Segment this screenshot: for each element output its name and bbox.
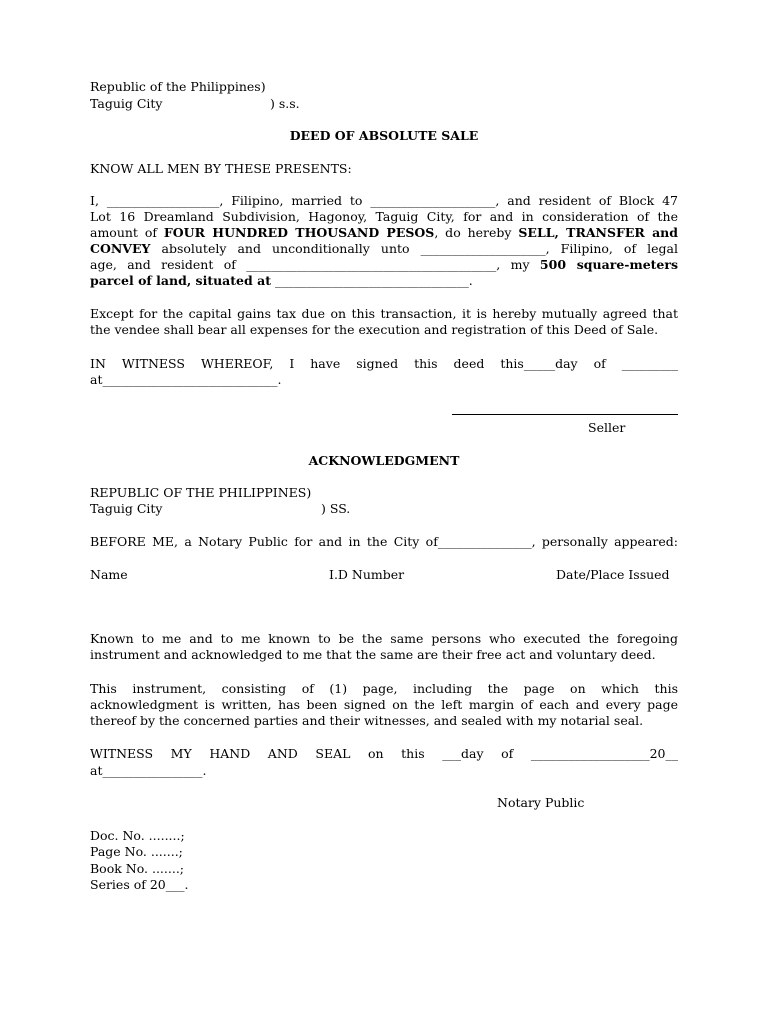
deed-parcel: parcel of land, situated at <box>90 273 271 288</box>
ack-title: ACKNOWLEDGMENT <box>308 453 460 468</box>
seller-signature-line <box>452 414 678 415</box>
deed-p1-line6 <box>90 273 678 289</box>
header-republic: Republic of the Philippines) <box>90 79 266 94</box>
deed-p2-line2: the vendee shall bear all expenses for the execution and registration of this Deed of Sale. <box>90 322 659 337</box>
series-of: Series of 20___. <box>90 877 189 892</box>
ack-p1-line1: Known to me and to me known to be the same persons who executed the foregoing <box>90 631 678 646</box>
ack-p2-line3: thereof by the concerned parties and their witnesses, and sealed with my notarial seal. <box>90 713 644 728</box>
deed-p1-line3-a: amount of <box>90 225 164 240</box>
deed-p2-line1: Except for the capital gains tax due on this transaction, it is hereby mutually agreed that <box>90 306 678 321</box>
deed-p1-line4-b: absolutely and unconditionally unto ____________________, Filipino, of legal <box>150 241 678 256</box>
ack-p2-line1: This instrument, consisting of (1) page, including the page on which this <box>90 681 678 696</box>
header-city: Taguig City <box>90 96 163 111</box>
deed-amount: FOUR HUNDRED THOUSAND PESOS <box>163 225 435 240</box>
notary-public-label: Notary Public <box>497 795 585 810</box>
deed-title: DEED OF ABSOLUTE SALE <box>289 128 479 143</box>
ack-city: Taguig City <box>90 501 163 516</box>
deed-p1-line3-c: , do hereby <box>434 225 519 240</box>
ack-p2-line2: acknowledgment is written, has been signed on the left margin of each and every page <box>90 697 678 712</box>
deed-p1-line5-a: age, and resident of ________________________________________, my <box>90 257 540 272</box>
deed-witness-line2: at____________________________. <box>90 372 282 387</box>
page-no: Page No. .......; <box>90 844 183 859</box>
col-id-number: I.D Number <box>329 567 405 582</box>
col-date-place: Date/Place Issued <box>556 567 670 582</box>
deed-p1-line2: Lot 16 Dreamland Subdivision, Hagonoy, Taguig City, for and in consideration of the <box>90 209 678 224</box>
deed-land-area: 500 square-meters <box>539 257 678 272</box>
ack-witness-line1: WITNESS MY HAND AND SEAL on this ___day of ___________________20__ <box>90 746 678 761</box>
know-all-men: KNOW ALL MEN BY THESE PRESENTS: <box>90 161 352 176</box>
col-name: Name <box>90 567 128 582</box>
header-ss: ) s.s. <box>270 96 300 111</box>
deed-witness-line1: IN WITNESS WHEREOF, I have signed this deed this_____day of _________ <box>90 356 678 371</box>
doc-no: Doc. No. ........; <box>90 828 185 843</box>
ack-witness-line2: at________________. <box>90 763 207 778</box>
ack-ss: ) SS. <box>321 501 351 516</box>
seller-label: Seller <box>588 420 626 435</box>
deed-convey: CONVEY <box>90 241 151 256</box>
ack-p1-line2: instrument and acknowledged to me that the same are their free act and voluntary deed. <box>90 647 656 662</box>
deed-p1-line3 <box>90 225 678 241</box>
deed-p1-line4 <box>90 241 678 257</box>
deed-p1-line6-b: _______________________________. <box>270 273 473 288</box>
deed-p1-line1: I, __________________, Filipino, married to ____________________, and resident of Block 47 <box>90 193 678 208</box>
ack-before-me: BEFORE ME, a Notary Public for and in the City of_______________, personally appeared: <box>90 534 678 549</box>
ack-republic: REPUBLIC OF THE PHILIPPINES) <box>90 485 312 500</box>
deed-p1-line5 <box>90 257 678 273</box>
deed-sell-transfer: SELL, TRANSFER and <box>518 225 679 240</box>
book-no: Book No. .......; <box>90 861 185 876</box>
